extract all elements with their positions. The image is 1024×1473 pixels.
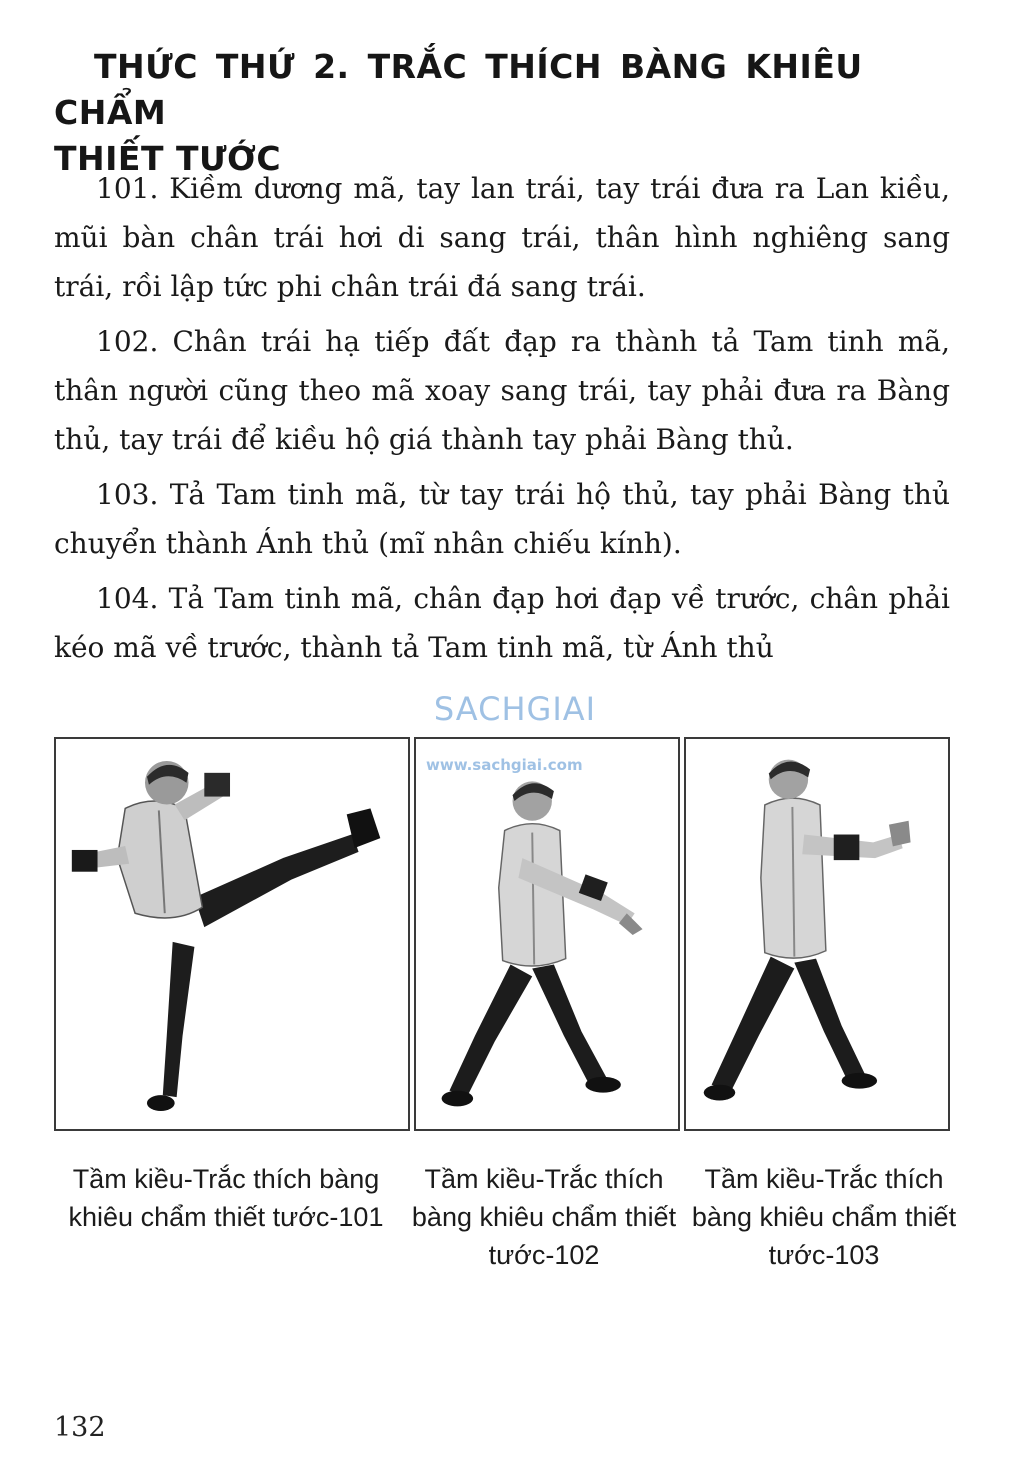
figure-caption-103: Tầm kiều-Trắc thích bàng khiêu chẩm thiết tước-103 [691,1164,957,1270]
watermark-logo: SACHGIAI [433,690,597,728]
paragraph-102: 102. Chân trái hạ tiếp đất đạp ra thành tả Tam tinh mã, thân người cũng theo mã xoay sang trái, tay phải đưa ra Bàng thủ, tay trái để kiều hộ giá thành tay phải Bàng thủ. [54,325,950,456]
figure-photo-101 [54,737,410,1131]
stance-bang-thu-illustration [416,739,678,1129]
paragraph-103: 103. Tả Tam tinh mã, từ tay trái hộ thủ, tay phải Bàng thủ chuyển thành Ánh thủ (mĩ nhân chiếu kính). [54,478,950,560]
watermark-url: www.sachgiai.com [426,756,583,774]
heading-line-1: THỨC THỨ 2. TRẮC THÍCH BÀNG KHIÊU CHẨM [54,47,863,132]
figure-caption-101: Tầm kiều-Trắc thích bàng khiêu chẩm thiết tước-101 [68,1164,384,1232]
body-text [54,164,950,678]
stance-anh-thu-illustration [686,739,948,1129]
section-heading [54,44,954,182]
page-number: 132 [54,1412,106,1443]
paragraph-101: 101. Kiềm dương mã, tay lan trái, tay trái đưa ra Lan kiều, mũi bàn chân trái hơi di sang trái, thân hình nghiêng sang trái, rồi lập tức phi chân trái đá sang trái. [54,172,950,303]
heading-line-2: THIẾT TƯỚC [54,139,282,178]
figure-caption-102: Tầm kiều-Trắc thích bàng khiêu chẩm thiết tước-102 [411,1164,677,1270]
figure-photo-103 [684,737,950,1131]
paragraph-104: 104. Tả Tam tinh mã, chân đạp hơi đạp về trước, chân phải kéo mã về trước, thành tả Tam tinh mã, từ Ánh thủ [54,582,950,664]
kick-pose-illustration [56,739,408,1129]
figure-photo-102 [414,737,680,1131]
